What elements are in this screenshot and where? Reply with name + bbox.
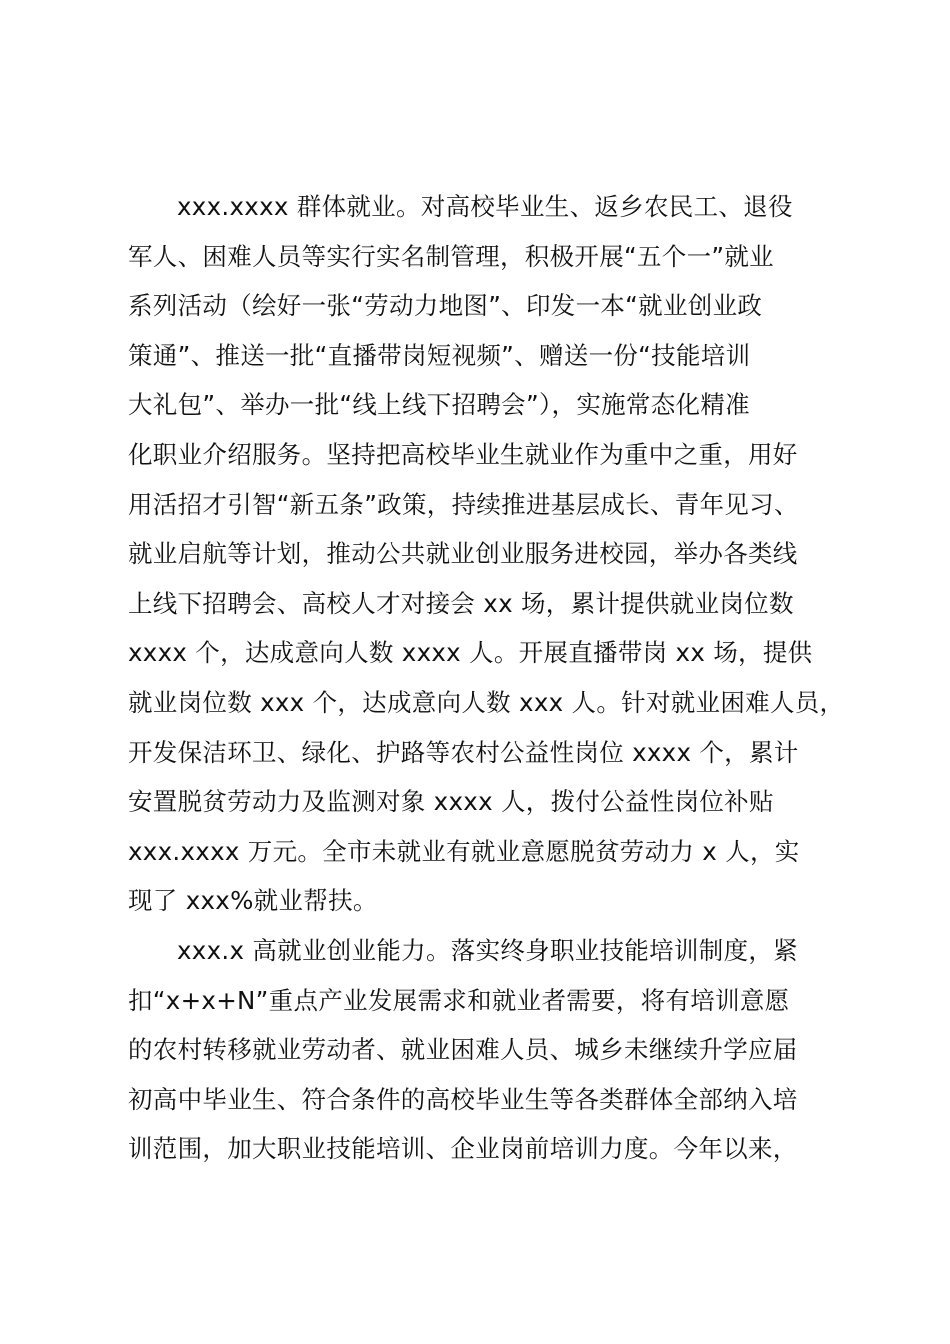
text-line: 上线下招聘会、高校人才对接会 xx 场，累计提供就业岗位数 [128,588,794,618]
text-line: 军人、困难人员等实行实名制管理，积极开展“五个一”就业 [128,241,774,271]
text-line: 用活招才引智“新五条”政策，持续推进基层成长、青年见习、 [128,489,799,519]
document-body [128,182,845,1174]
text-line: 大礼包”、举办一批“线上线下招聘会”），实施常态化精准 [128,390,750,420]
text-line: 策通”、推送一批“直播带岗短视频”、赠送一份“技能培训 [128,340,751,370]
text-line: 系列活动（绘好一张“劳动力地图”、印发一本“就业创业政 [128,291,763,321]
text-line: 初高中毕业生、符合条件的高校毕业生等各类群体全部纳入培 [128,1084,798,1114]
text-line: xxx.xxxx 万元。全市未就业有就业意愿脱贫劳动力 x 人，实 [128,836,800,866]
text-line: 扣“x+x+N”重点产业发展需求和就业者需要，将有培训意愿 [128,985,790,1015]
text-line: 开发保洁环卫、绿化、护路等农村公益性岗位 xxxx 个，累计 [128,737,799,767]
text-line: 的农村转移就业劳动者、就业困难人员、城乡未继续升学应届 [128,1035,798,1065]
text-line: xxxx 个，达成意向人数 xxxx 人。开展直播带岗 xx 场，提供 [128,638,813,668]
text-line: 安置脱贫劳动力及监测对象 xxxx 人，拨付公益性岗位补贴 [128,787,774,817]
text-line: 就业启航等计划，推动公共就业创业服务进校园，举办各类线 [128,539,798,569]
text-line: 训范围，加大职业技能培训、企业岗前培训力度。今年以来， [128,1134,798,1164]
paragraph-skill-training [128,926,828,1174]
text-line: 现了 xxx%就业帮扶。 [128,886,378,916]
text-line: xxx.xxxx 群体就业。对高校毕业生、返乡农民工、退役 [177,192,793,221]
text-line: 化职业介绍服务。坚持把高校毕业生就业作为重中之重，用好 [128,439,798,469]
paragraph-group-employment [128,182,845,926]
text-line: 就业岗位数 xxx 个，达成意向人数 xxx 人。针对就业困难人员， [128,687,845,717]
text-line: xxx.x 高就业创业能力。落实终身职业技能培训制度，紧 [177,935,798,965]
